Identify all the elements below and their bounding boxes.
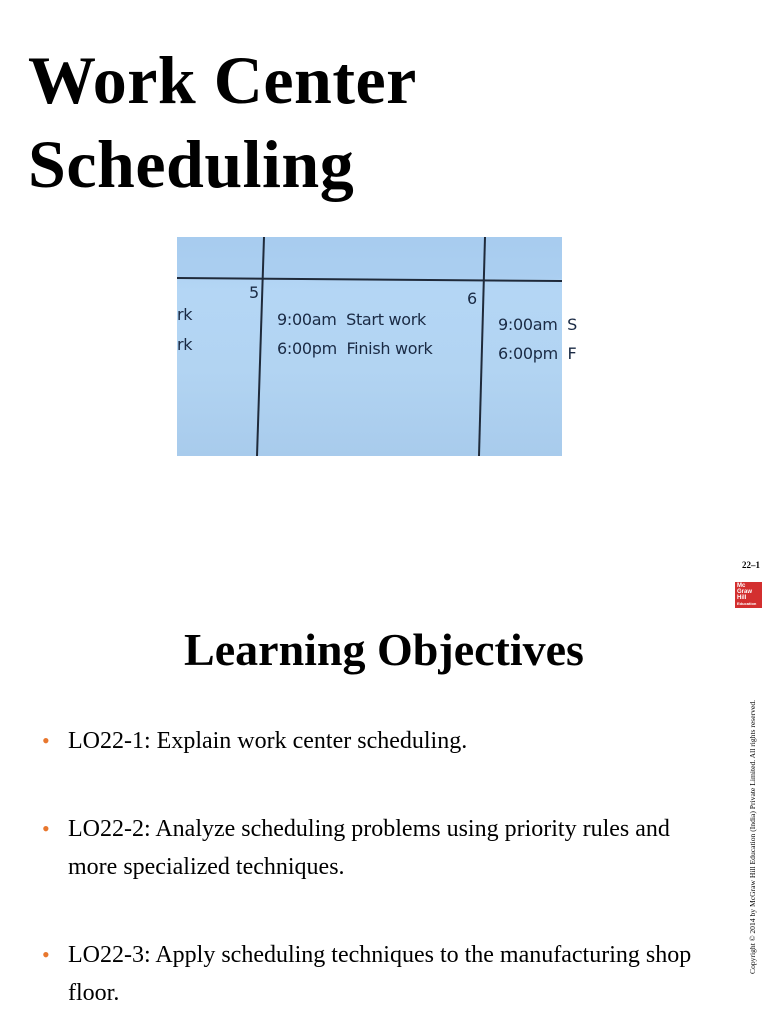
slide-title — [28, 38, 417, 206]
objective-text: LO22-3: Apply scheduling techniques to the manufacturing shop floor. — [68, 942, 692, 1006]
calendar-left-fragment-1: rk — [177, 305, 193, 324]
mcgraw-hill-logo — [735, 582, 762, 608]
slide-title-line-2: Scheduling — [28, 126, 355, 202]
objective-text: LO22-2: Analyze scheduling problems using priority rules and more specialized techniques. — [68, 816, 670, 880]
calendar-right-entry-1: 9:00am S — [498, 315, 577, 334]
objective-text: LO22-1: Explain work center scheduling. — [68, 728, 468, 754]
slide-number: 22–1 — [742, 560, 760, 570]
calendar-day-number-5: 5 — [249, 283, 259, 302]
bullet-icon: • — [42, 816, 50, 841]
learning-objectives-list — [40, 722, 720, 1012]
bullet-icon: • — [42, 942, 50, 967]
slide-title-line-1: Work Center — [28, 42, 417, 118]
logo-line-mc: Mc — [737, 583, 746, 589]
list-item — [40, 722, 720, 760]
learning-objectives-title: Learning Objectives — [184, 624, 584, 675]
list-item — [40, 936, 720, 1012]
list-item — [40, 810, 720, 886]
bullet-icon: • — [42, 728, 50, 753]
calendar-entry-start-work: 9:00am Start work — [277, 310, 426, 329]
logo-line-education: Education — [737, 601, 757, 606]
logo-line-graw: Graw — [737, 589, 753, 595]
copyright-notice: Copyright © 2014 by McGraw Hill Education (India) Private Limited. All rights reserved. — [748, 699, 757, 974]
calendar-left-fragment-2: rk — [177, 335, 193, 354]
logo-line-hill: Hill — [737, 595, 747, 601]
calendar-entry-finish-work: 6:00pm Finish work — [277, 339, 433, 358]
calendar-photo — [177, 237, 577, 456]
calendar-day-number-6: 6 — [467, 289, 477, 308]
calendar-right-entry-2: 6:00pm F — [498, 344, 577, 363]
